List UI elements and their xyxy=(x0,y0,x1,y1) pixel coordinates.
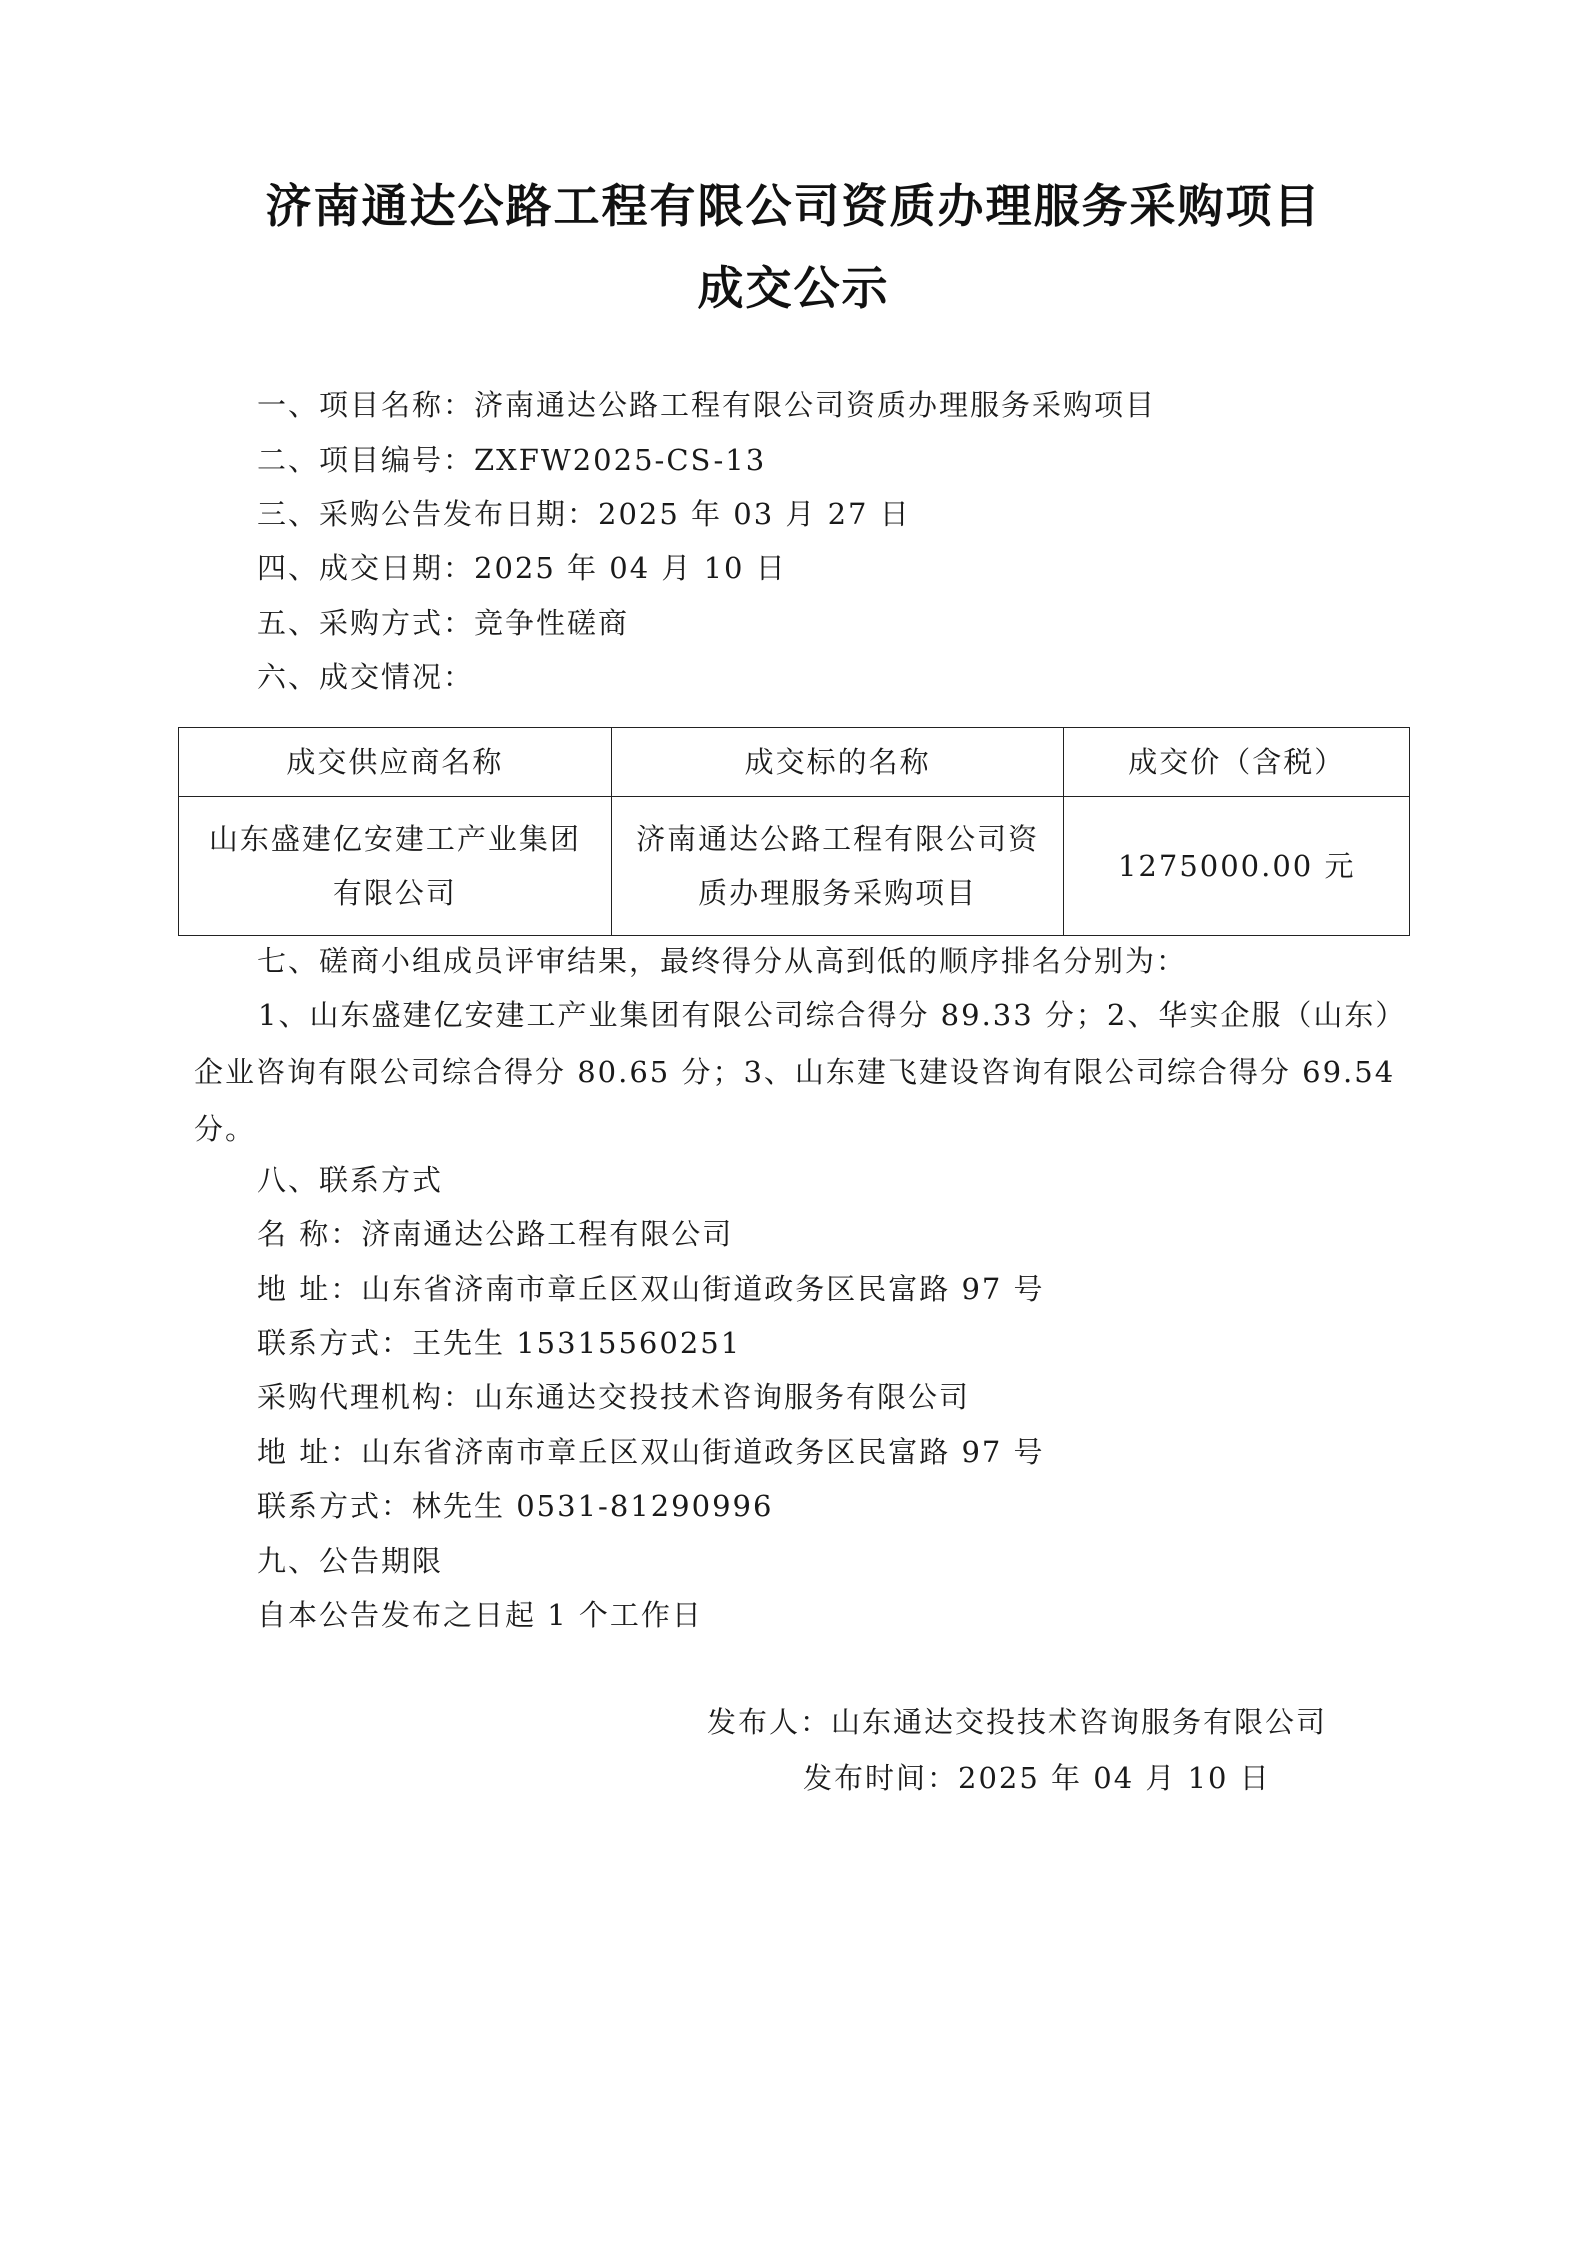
supplier-line-1: 山东盛建亿安建工产业集团 xyxy=(208,822,581,856)
contact-name: 名 称：济南通达公路工程有限公司 xyxy=(257,1217,734,1251)
cell-subject xyxy=(611,797,1064,936)
agency-name: 采购代理机构：山东通达交投技术咨询服务有限公司 xyxy=(257,1380,971,1414)
deal-date: 四、成交日期：2025 年 04 月 10 日 xyxy=(257,551,787,585)
publish-time: 发布时间：2025 年 04 月 10 日 xyxy=(803,1761,1271,1795)
announcement-date: 三、采购公告发布日期：2025 年 03 月 27 日 xyxy=(257,497,911,531)
project-name: 一、项目名称：济南通达公路工程有限公司资质办理服务采购项目 xyxy=(257,388,1157,422)
table-row xyxy=(179,797,1410,936)
contact-heading: 八、联系方式 xyxy=(257,1163,444,1197)
subject-line-1: 济南通达公路工程有限公司资 xyxy=(636,822,1040,856)
header-subject: 成交标的名称 xyxy=(611,728,1064,797)
deal-result-table xyxy=(178,727,1410,936)
contact-address: 地 址：山东省济南市章丘区双山街道政务区民富路 97 号 xyxy=(257,1272,1045,1306)
cell-supplier xyxy=(179,797,612,936)
agency-address: 地 址：山东省济南市章丘区双山街道政务区民富路 97 号 xyxy=(257,1435,1045,1469)
supplier-line-2: 有限公司 xyxy=(332,876,457,910)
cell-price: 1275000.00 元 xyxy=(1064,797,1410,936)
procurement-method: 五、采购方式：竞争性磋商 xyxy=(257,606,630,640)
period-heading: 九、公告期限 xyxy=(257,1544,444,1578)
deal-status-heading: 六、成交情况： xyxy=(257,660,475,694)
review-results-text: 1、山东盛建亿安建工产业集团有限公司综合得分 89.33 分；2、华实企服（山东）企业咨询有限公司综合得分 80.65 分；3、山东建飞建设咨询有限公司综合得分 69.54 分。 xyxy=(194,998,1407,1146)
document-title: 济南通达公路工程有限公司资质办理服务采购项目 xyxy=(265,179,1322,233)
document-subtitle: 成交公示 xyxy=(697,261,890,315)
header-supplier: 成交供应商名称 xyxy=(179,728,612,797)
period-text: 自本公告发布之日起 1 个工作日 xyxy=(257,1598,703,1632)
header-price: 成交价（含税） xyxy=(1064,728,1410,797)
table-header-row xyxy=(179,728,1410,797)
subject-line-2: 质办理服务采购项目 xyxy=(698,876,978,910)
contact-phone: 联系方式：王先生 15315560251 xyxy=(257,1326,742,1360)
project-number: 二、项目编号：ZXFW2025-CS-13 xyxy=(257,443,767,477)
agency-phone: 联系方式：林先生 0531-81290996 xyxy=(257,1489,774,1523)
review-heading: 七、磋商小组成员评审结果，最终得分从高到低的顺序排名分别为： xyxy=(257,944,1188,978)
publisher: 发布人：山东通达交投技术咨询服务有限公司 xyxy=(707,1705,1328,1739)
